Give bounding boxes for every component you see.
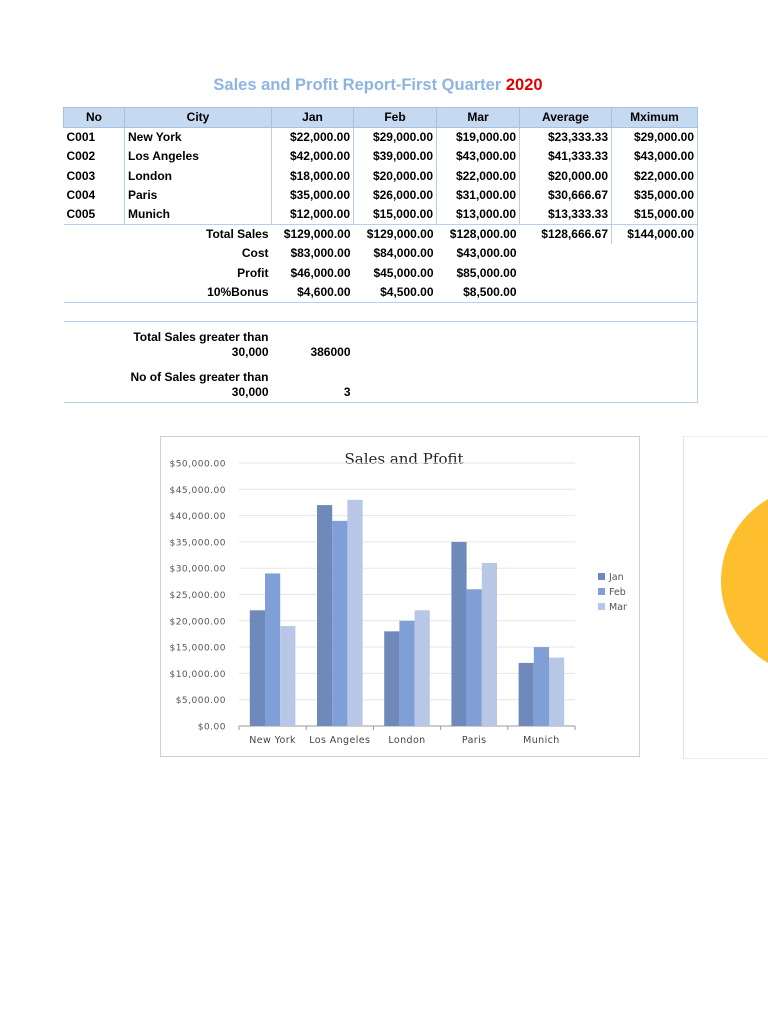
cost-label: Cost	[241, 246, 269, 261]
row-city: Paris	[125, 186, 272, 205]
row-jan: $12,000.00	[272, 205, 354, 225]
bar-jan	[317, 505, 332, 726]
legend-swatch-jan	[598, 573, 605, 580]
row-feb: $15,000.00	[354, 205, 437, 225]
bar-jan	[519, 663, 534, 726]
row-feb: $20,000.00	[354, 167, 437, 186]
bonus-row	[64, 283, 698, 303]
bonus-feb: $4,500.00	[380, 284, 434, 299]
bar-jan	[250, 610, 265, 726]
total-sales-average: $128,666.67	[520, 225, 612, 245]
row-no: C002	[66, 149, 96, 164]
row-maximum: $29,000.00	[612, 128, 698, 148]
total-sales-row	[64, 225, 698, 245]
y-tick-label: $40,000.00	[169, 512, 226, 523]
summary-label-line1: No of Sales greater than	[130, 369, 269, 384]
y-tick-label: $30,000.00	[169, 564, 226, 575]
row-feb: $26,000.00	[354, 186, 437, 205]
y-tick-label: $15,000.00	[169, 643, 226, 654]
bar-mar	[347, 500, 362, 726]
row-mar: $22,000.00	[437, 167, 520, 186]
bar-jan	[384, 631, 399, 726]
title-year: 2020	[505, 76, 543, 94]
row-no: C001	[66, 130, 96, 145]
profit-mar: $85,000.00	[456, 265, 517, 280]
row-mar: $31,000.00	[437, 186, 520, 205]
total-sales-mar: $128,000.00	[449, 227, 517, 242]
bar-feb	[265, 573, 280, 726]
bonus-mar: $8,500.00	[463, 284, 517, 299]
row-average: $30,666.67	[520, 186, 612, 205]
summary-value: 3	[272, 362, 354, 403]
row-city: Munich	[125, 205, 272, 225]
total-sales-label: Total Sales	[206, 227, 269, 242]
row-jan: $22,000.00	[272, 128, 354, 148]
row-maximum: $43,000.00	[612, 147, 698, 166]
summary-row	[64, 321, 698, 362]
summary-label-line2: 30,000	[231, 384, 269, 399]
x-tick-label: Munich	[523, 735, 560, 746]
row-city: London	[125, 167, 272, 186]
profit-label: Profit	[237, 265, 269, 280]
bonus-label: 10%Bonus	[207, 284, 269, 299]
row-city: New York	[125, 128, 272, 148]
y-tick-label: $10,000.00	[169, 669, 226, 680]
profit-row	[64, 264, 698, 283]
bar-feb	[399, 621, 414, 726]
y-tick-label: $25,000.00	[169, 591, 226, 601]
summary-label	[125, 321, 272, 362]
header-row	[64, 108, 698, 128]
total-sales-jan: $129,000.00	[283, 227, 351, 242]
bar-mar	[549, 658, 564, 726]
x-tick-label: Los Angeles	[309, 735, 371, 746]
row-no: C005	[64, 205, 125, 225]
chart-canvas	[161, 437, 639, 756]
cost-mar: $43,000.00	[456, 246, 517, 261]
bonus-jan: $4,600.00	[297, 284, 351, 299]
row-jan: $18,000.00	[272, 167, 354, 186]
row-average: $20,000.00	[520, 167, 612, 186]
legend-label: Feb	[609, 587, 626, 598]
row-maximum: $15,000.00	[612, 205, 698, 225]
summary-value: 386000	[272, 321, 354, 362]
row-city: Los Angeles	[125, 147, 272, 166]
header-no: No	[64, 108, 125, 128]
row-jan: $42,000.00	[272, 147, 354, 166]
bar-mar	[415, 610, 430, 726]
table-row	[64, 186, 698, 205]
table-row	[64, 167, 698, 186]
report-title	[62, 76, 694, 95]
total-sales-feb: $129,000.00	[366, 227, 434, 242]
cost-jan: $83,000.00	[290, 246, 351, 261]
legend-swatch-mar	[598, 603, 605, 610]
header-mar: Mar	[437, 108, 520, 128]
sales-report-table	[63, 107, 698, 403]
x-tick-label: Paris	[461, 735, 487, 746]
bar-mar	[280, 626, 295, 726]
row-mar: $19,000.00	[437, 128, 520, 148]
row-mar: $13,000.00	[437, 205, 520, 225]
y-tick-label: $50,000.00	[169, 459, 226, 470]
table-row	[64, 147, 698, 166]
chart-title: Sales and Pfofit	[344, 450, 464, 468]
cost-feb: $84,000.00	[373, 246, 434, 261]
y-tick-label: $35,000.00	[169, 538, 226, 549]
header-feb: Feb	[354, 108, 437, 128]
summary-label-line1: Total Sales greater than	[133, 329, 269, 344]
bar-feb	[534, 647, 549, 726]
row-mar: $43,000.00	[437, 147, 520, 166]
row-feb: $39,000.00	[354, 147, 437, 166]
table-row	[64, 205, 698, 225]
row-maximum: $22,000.00	[612, 167, 698, 186]
table-row	[64, 128, 698, 148]
row-no: C003	[66, 168, 96, 183]
summary-label-line2: 30,000	[231, 344, 269, 359]
sales-profit-chart	[160, 436, 640, 757]
bar-mar	[482, 563, 497, 726]
title-text: Sales and Profit Report-First Quarter	[213, 76, 502, 94]
legend-swatch-feb	[598, 588, 605, 595]
profit-feb: $45,000.00	[373, 265, 434, 280]
row-jan: $35,000.00	[272, 186, 354, 205]
legend-label: Jan	[609, 572, 624, 583]
header-city: City	[125, 108, 272, 128]
summary-label	[125, 362, 272, 403]
cost-row	[64, 244, 698, 263]
row-average: $13,333.33	[520, 205, 612, 225]
row-no: C004	[66, 187, 96, 202]
row-average: $41,333.33	[520, 147, 612, 166]
bar-feb	[467, 589, 482, 726]
summary-row	[64, 362, 698, 403]
y-tick-label: $5,000.00	[175, 696, 226, 707]
row-maximum: $35,000.00	[612, 186, 698, 205]
y-tick-label: $20,000.00	[169, 617, 226, 628]
x-tick-label: New York	[249, 735, 296, 746]
x-tick-label: London	[388, 735, 426, 746]
total-sales-maximum: $144,000.00	[612, 225, 698, 245]
spacer-row	[64, 302, 698, 321]
header-average: Average	[520, 108, 612, 128]
profit-jan: $46,000.00	[290, 265, 351, 280]
row-average: $23,333.33	[520, 128, 612, 148]
header-maximum: Mximum	[612, 108, 698, 128]
header-jan: Jan	[272, 108, 354, 128]
y-tick-label: $0.00	[197, 722, 226, 733]
bar-feb	[332, 521, 347, 726]
legend-label: Mar	[609, 602, 627, 613]
y-tick-label: $45,000.00	[169, 485, 226, 496]
bar-jan	[451, 542, 466, 726]
row-feb: $29,000.00	[354, 128, 437, 148]
